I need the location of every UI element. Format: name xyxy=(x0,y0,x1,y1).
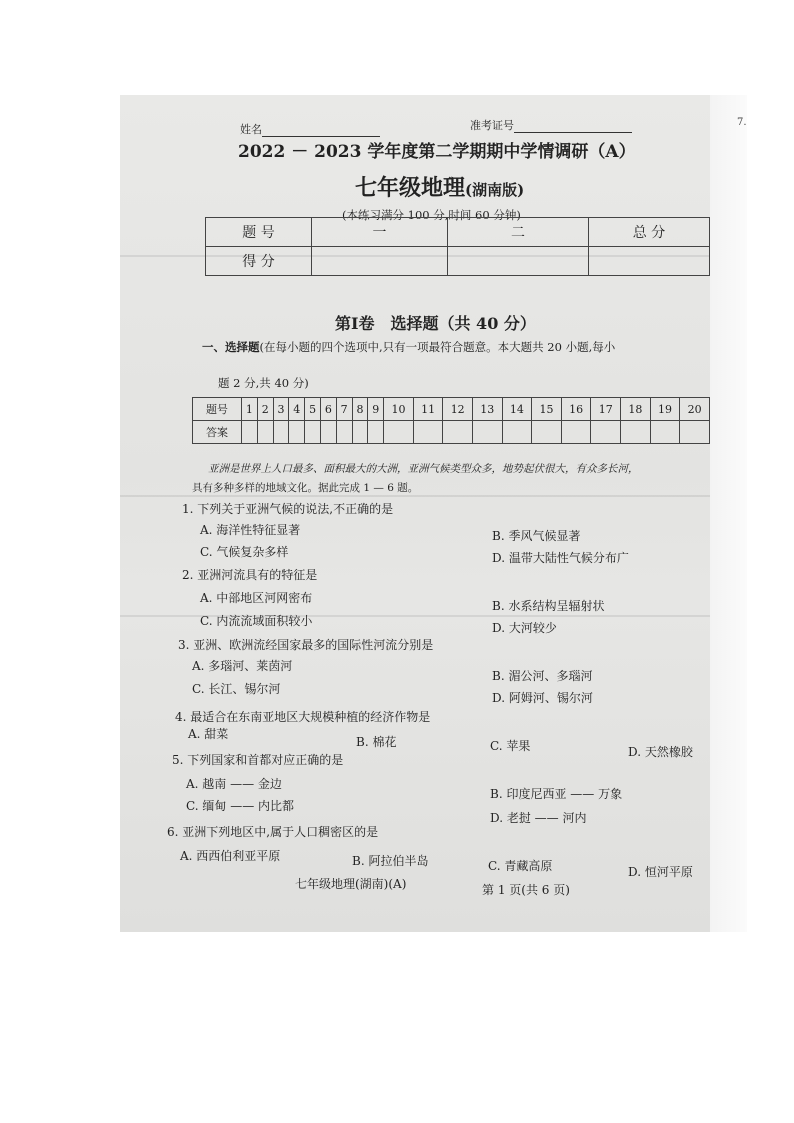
edition: (湖南版) xyxy=(465,181,525,199)
answer-box[interactable] xyxy=(242,421,258,444)
question-stem: 1. 下列关于亚洲气候的说法,不正确的是 xyxy=(182,502,394,516)
answer-box[interactable] xyxy=(352,421,368,444)
answer-box[interactable] xyxy=(532,421,562,444)
answer-grid-number: 14 xyxy=(502,398,532,421)
score-header-cell: 二 xyxy=(448,218,589,247)
option-d: D. 温带大陆性气候分布广 xyxy=(492,551,629,565)
answer-box[interactable] xyxy=(502,421,532,444)
instruction-continuation: 题 2 分,共 40 分) xyxy=(218,376,309,390)
exam-paper xyxy=(120,95,710,932)
option-d: D. 老挝 —— 河内 xyxy=(490,811,587,825)
answer-box[interactable] xyxy=(368,421,384,444)
option-a: A. 中部地区河网密布 xyxy=(200,591,313,605)
option-a: A. 多瑙河、莱茵河 xyxy=(192,659,293,673)
option-c: C. 青藏高原 xyxy=(488,859,553,873)
passage-line: 具有多种多样的地域文化。据此完成 1 — 6 题。 xyxy=(192,482,419,494)
option-c: C. 内流流域面积较小 xyxy=(200,614,313,628)
option-b: B. 棉花 xyxy=(356,735,397,749)
option-b: B. 湄公河、多瑙河 xyxy=(492,669,593,683)
answer-grid-number: 11 xyxy=(413,398,443,421)
answer-grid-number: 1 xyxy=(242,398,258,421)
answer-box[interactable] xyxy=(650,421,680,444)
score-table xyxy=(205,217,710,276)
option-b: B. 阿拉伯半岛 xyxy=(352,854,429,868)
option-c: C. 长江、锡尔河 xyxy=(192,682,281,696)
paper-fold xyxy=(120,495,710,497)
answer-grid-number: 6 xyxy=(320,398,336,421)
answer-grid-number: 4 xyxy=(289,398,305,421)
option-b: B. 水系结构呈辐射状 xyxy=(492,599,605,613)
answer-box[interactable] xyxy=(413,421,443,444)
answer-box[interactable] xyxy=(443,421,473,444)
answer-grid-number: 19 xyxy=(650,398,680,421)
score-header-cell: 一 xyxy=(312,218,448,247)
answer-grid xyxy=(192,397,710,444)
answer-grid-number: 12 xyxy=(443,398,473,421)
instruction-label: 一、选择题 xyxy=(202,340,260,354)
option-a: A. 越南 —— 金边 xyxy=(186,777,282,791)
option-d: D. 恒河平原 xyxy=(628,865,693,879)
section-instruction xyxy=(202,339,615,355)
instruction-text: (在每小题的四个选项中,只有一项最符合题意。本大题共 20 小题,每小 xyxy=(259,340,616,354)
answer-grid-number: 18 xyxy=(621,398,651,421)
answer-box[interactable] xyxy=(336,421,352,444)
option-a: A. 海洋性特征显著 xyxy=(200,523,301,537)
answer-grid-number: 13 xyxy=(473,398,503,421)
answer-box[interactable] xyxy=(621,421,651,444)
option-c: C. 气候复杂多样 xyxy=(200,545,289,559)
exam-id-blank xyxy=(514,132,632,133)
answer-grid-label: 答案 xyxy=(193,421,242,444)
footer-subject: 七年级地理(湖南)(A) xyxy=(295,877,407,891)
adjacent-page-edge xyxy=(710,95,747,932)
answer-grid-label: 题号 xyxy=(193,398,242,421)
answer-box[interactable] xyxy=(305,421,321,444)
answer-box[interactable] xyxy=(561,421,591,444)
answer-grid-number: 5 xyxy=(305,398,321,421)
score-header-cell: 总 分 xyxy=(589,218,710,247)
answer-grid-number: 9 xyxy=(368,398,384,421)
section-title: 第Ⅰ卷 选择题（共 40 分） xyxy=(335,314,536,333)
answer-box[interactable] xyxy=(591,421,621,444)
option-a: A. 西西伯利亚平原 xyxy=(180,849,281,863)
question-stem: 3. 亚洲、欧洲流经国家最多的国际性河流分别是 xyxy=(178,638,434,652)
exam-id-label: 准考证号 xyxy=(470,119,514,132)
footer-page: 第 1 页(共 6 页) xyxy=(482,883,570,897)
subject-title xyxy=(355,171,524,202)
score-header-cell: 题 号 xyxy=(206,218,312,247)
answer-box[interactable] xyxy=(473,421,503,444)
answer-grid-number: 7 xyxy=(336,398,352,421)
option-c: C. 苹果 xyxy=(490,739,531,753)
exam-note: (本练习满分 100 分,时间 60 分钟) xyxy=(342,208,521,222)
answer-grid-number: 17 xyxy=(591,398,621,421)
question-stem: 4. 最适合在东南亚地区大规模种植的经济作物是 xyxy=(175,710,431,724)
answer-box[interactable] xyxy=(257,421,273,444)
score-cell[interactable] xyxy=(448,247,589,276)
score-cell[interactable] xyxy=(589,247,710,276)
answer-box[interactable] xyxy=(289,421,305,444)
answer-grid-number: 20 xyxy=(680,398,710,421)
adjacent-page-number: 7. xyxy=(737,117,747,128)
exam-title: 2022 － 2023 学年度第二学期期中学情调研（A） xyxy=(238,142,636,162)
answer-grid-number: 3 xyxy=(273,398,289,421)
question-stem: 5. 下列国家和首都对应正确的是 xyxy=(172,753,344,767)
score-cell[interactable] xyxy=(312,247,448,276)
answer-grid-number: 8 xyxy=(352,398,368,421)
score-row-label: 得 分 xyxy=(206,247,312,276)
option-b: B. 季风气候显著 xyxy=(492,529,581,543)
answer-grid-number: 15 xyxy=(532,398,562,421)
option-a: A. 甜菜 xyxy=(188,727,229,741)
passage-line: 亚洲是世界上人口最多、面积最大的大洲，亚洲气候类型众多，地势起伏很大，有众多长河， xyxy=(208,463,639,475)
answer-box[interactable] xyxy=(384,421,414,444)
answer-grid-number: 2 xyxy=(257,398,273,421)
name-field xyxy=(240,121,380,137)
answer-grid-number: 10 xyxy=(384,398,414,421)
option-d: D. 天然橡胶 xyxy=(628,745,693,759)
question-stem: 2. 亚洲河流具有的特征是 xyxy=(182,568,318,582)
name-label: 姓名 xyxy=(240,123,262,136)
option-d: D. 大河较少 xyxy=(492,621,557,635)
option-b: B. 印度尼西亚 —— 万象 xyxy=(490,787,623,801)
answer-box[interactable] xyxy=(273,421,289,444)
exam-id-field xyxy=(470,117,632,133)
option-d: D. 阿姆河、锡尔河 xyxy=(492,691,593,705)
answer-box[interactable] xyxy=(680,421,710,444)
question-stem: 6. 亚洲下列地区中,属于人口稠密区的是 xyxy=(167,825,379,839)
answer-grid-number: 16 xyxy=(561,398,591,421)
option-c: C. 缅甸 —— 内比都 xyxy=(186,799,295,813)
answer-box[interactable] xyxy=(320,421,336,444)
photo-of-exam-sheet xyxy=(120,95,747,932)
subject-name: 七年级地理 xyxy=(355,175,466,201)
